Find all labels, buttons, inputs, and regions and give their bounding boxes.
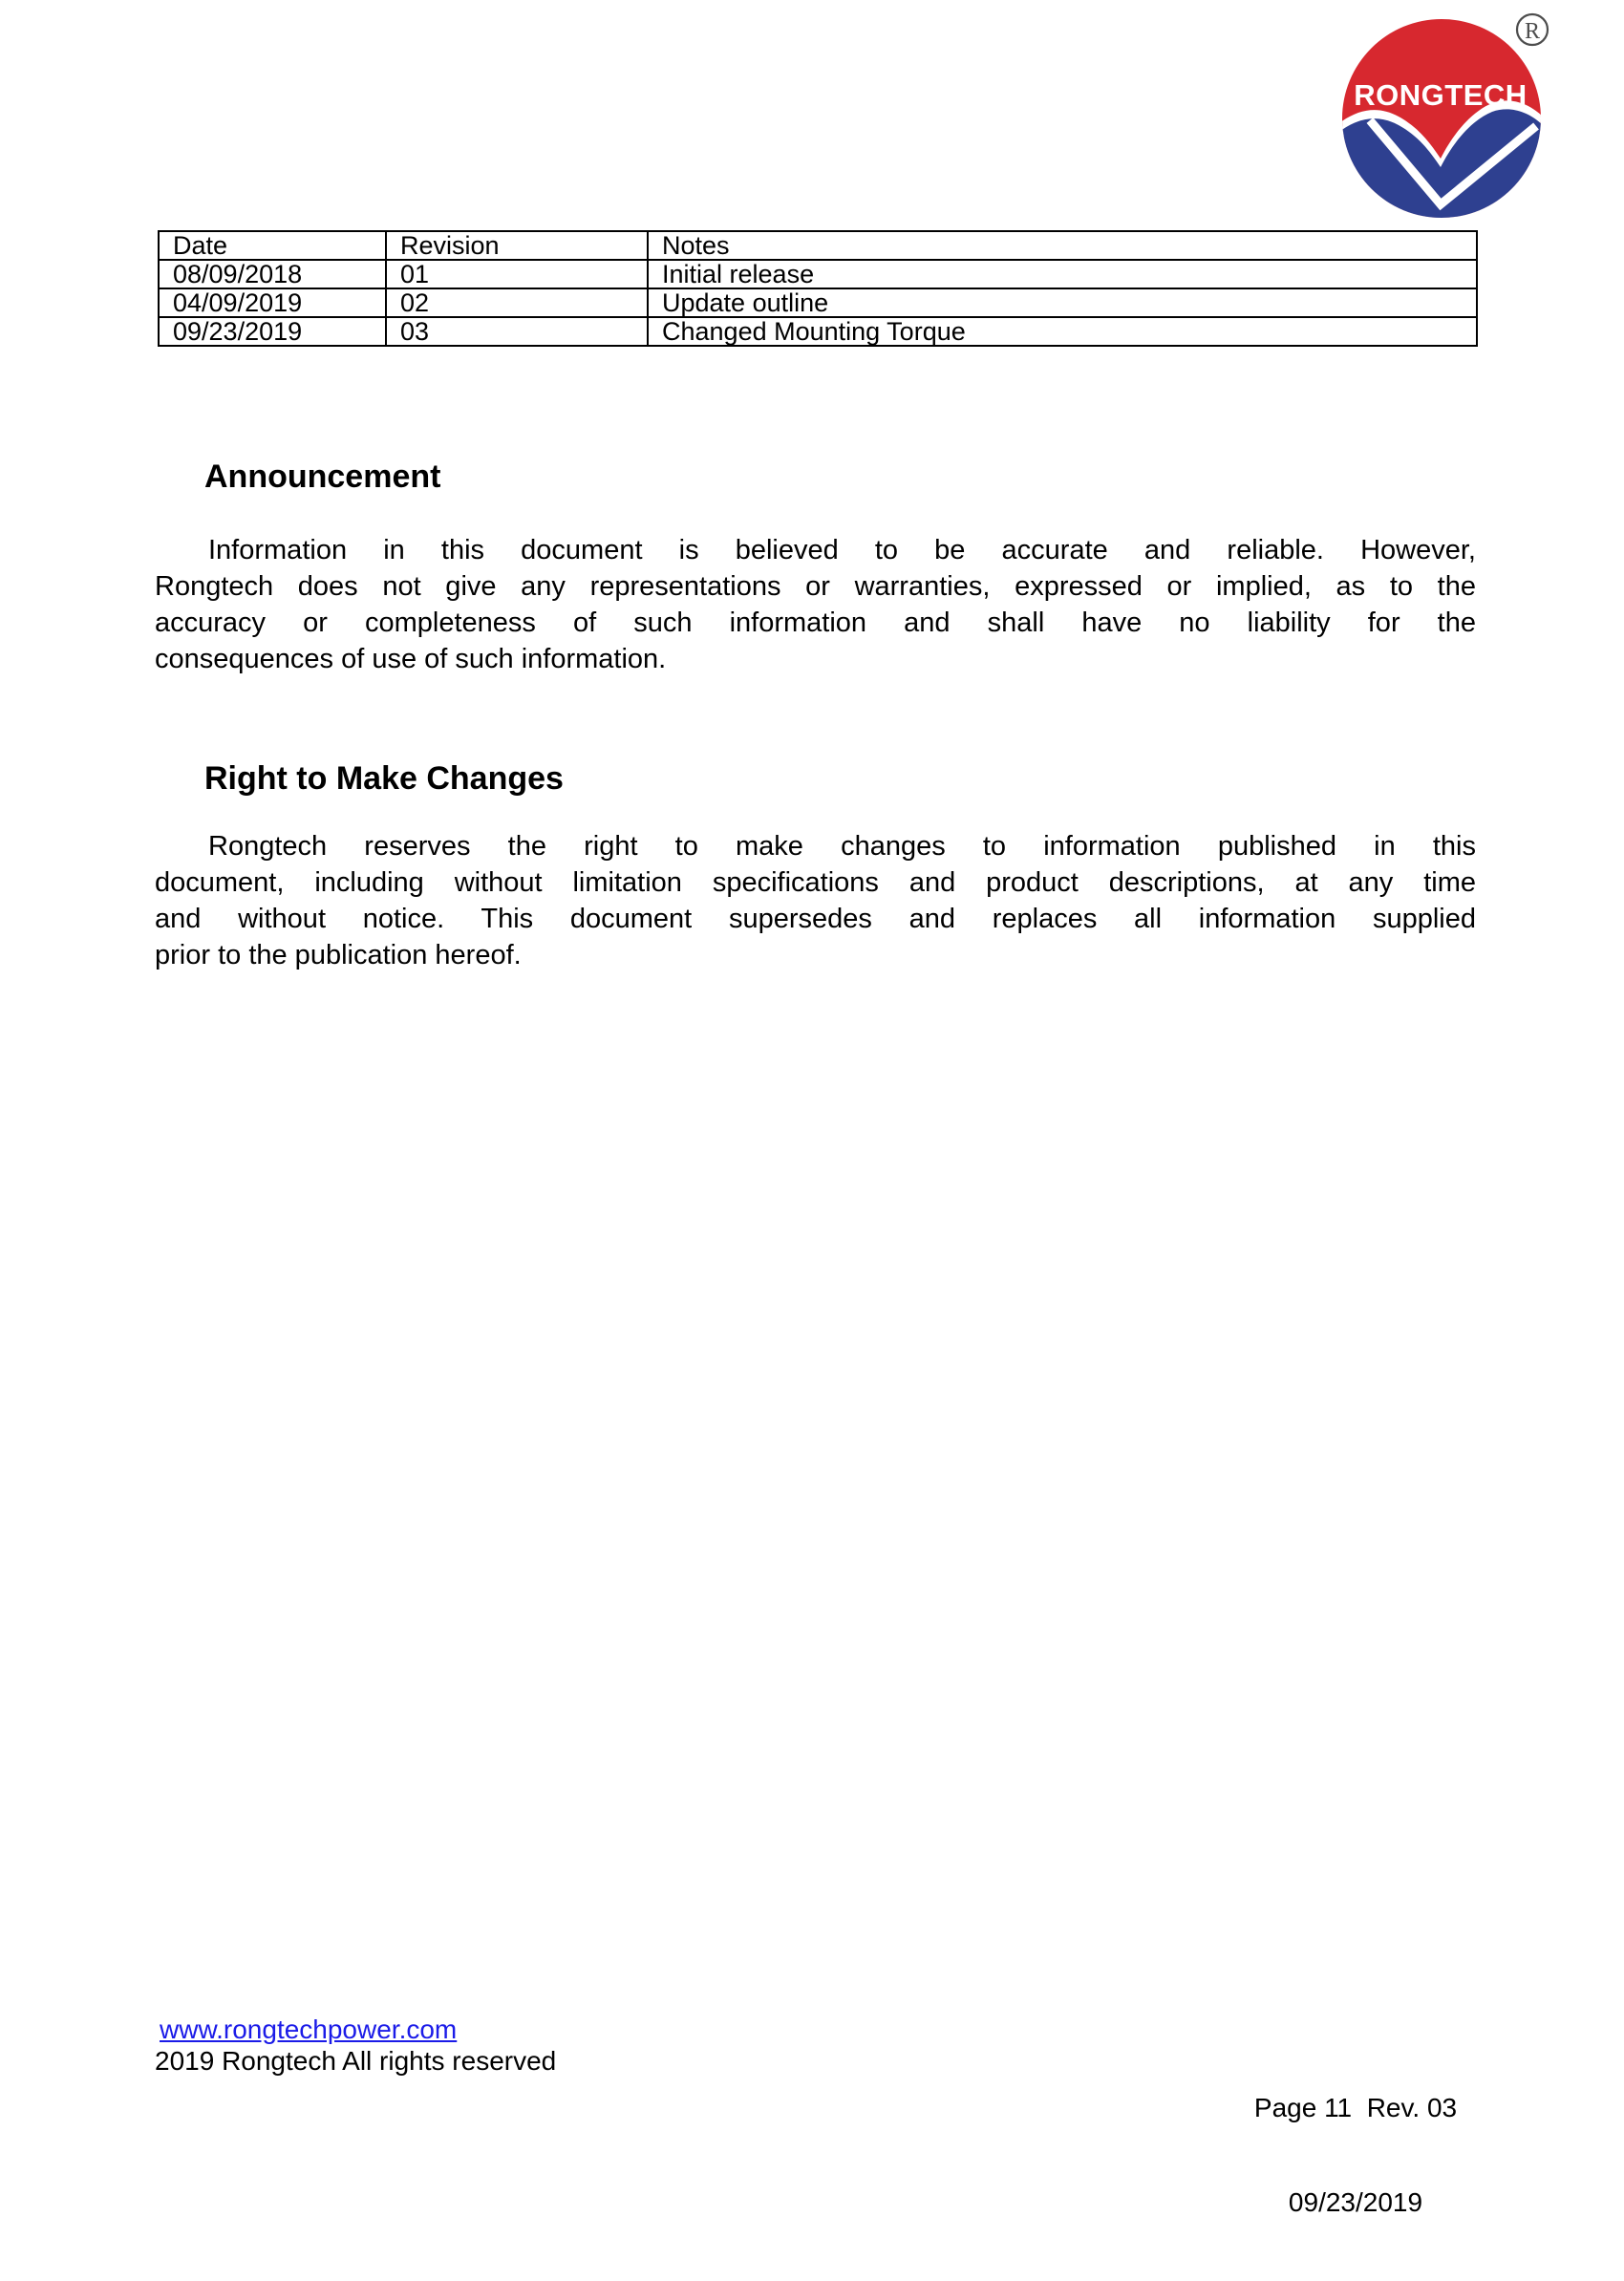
copyright-text: 2019 Rongtech All rights reserved xyxy=(155,2046,557,2076)
announcement-paragraph xyxy=(155,532,1476,677)
svg-text:R: R xyxy=(1524,19,1541,44)
cell-date: 08/09/2018 xyxy=(159,260,386,288)
paragraph-line: and without notice. This document supersedes and replaces all information supplied xyxy=(155,904,1476,934)
cell-notes: Update outline xyxy=(648,288,1477,317)
table-row xyxy=(159,260,1477,288)
footer-left xyxy=(155,2014,556,2077)
col-header-notes: Notes xyxy=(648,231,1477,260)
paragraph-line: prior to the publication hereof. xyxy=(155,940,522,970)
revision-table-header-row xyxy=(159,231,1477,260)
page-number-and-revision: Page 11 Rev. 03 xyxy=(1253,2093,1458,2122)
paragraph-line: consequences of use of such information. xyxy=(155,644,667,674)
paragraph-line: Information in this document is believed to be accurate and reliable. However, xyxy=(208,535,1476,565)
paragraph-line: Rongtech reserves the right to make changes to information published in this xyxy=(208,831,1476,862)
cell-date: 04/09/2019 xyxy=(159,288,386,317)
col-header-revision: Revision xyxy=(386,231,648,260)
cell-revision: 01 xyxy=(386,260,648,288)
table-row xyxy=(159,288,1477,317)
logo-brand-text: RONGTECH xyxy=(1354,78,1528,112)
cell-notes: Initial release xyxy=(648,260,1477,288)
rongtech-logo-graphic xyxy=(1328,8,1567,232)
paragraph-line: Rongtech does not give any representations or warranties, expressed or implied, as to the xyxy=(155,571,1476,602)
cell-notes: Changed Mounting Torque xyxy=(648,317,1477,346)
cell-revision: 03 xyxy=(386,317,648,346)
right-to-make-changes-paragraph xyxy=(155,828,1476,973)
footer-date: 09/23/2019 xyxy=(1288,2187,1423,2217)
website-link[interactable]: www.rongtechpower.com xyxy=(160,2015,458,2044)
website-line xyxy=(160,2014,556,2045)
col-header-date: Date xyxy=(159,231,386,260)
table-row xyxy=(159,317,1477,346)
section-heading-announcement: Announcement xyxy=(204,458,441,495)
registered-trademark-icon xyxy=(1517,14,1548,45)
footer-right xyxy=(1237,2029,1474,2281)
cell-revision: 02 xyxy=(386,288,648,317)
rongtech-logo xyxy=(1328,8,1567,232)
revision-table xyxy=(158,230,1478,347)
cell-date: 09/23/2019 xyxy=(159,317,386,346)
paragraph-line: accuracy or completeness of such information and shall have no liability for the xyxy=(155,608,1476,638)
paragraph-line: document, including without limitation specifications and product descriptions, at any time xyxy=(155,867,1476,898)
section-heading-right-to-make-changes: Right to Make Changes xyxy=(204,760,564,797)
